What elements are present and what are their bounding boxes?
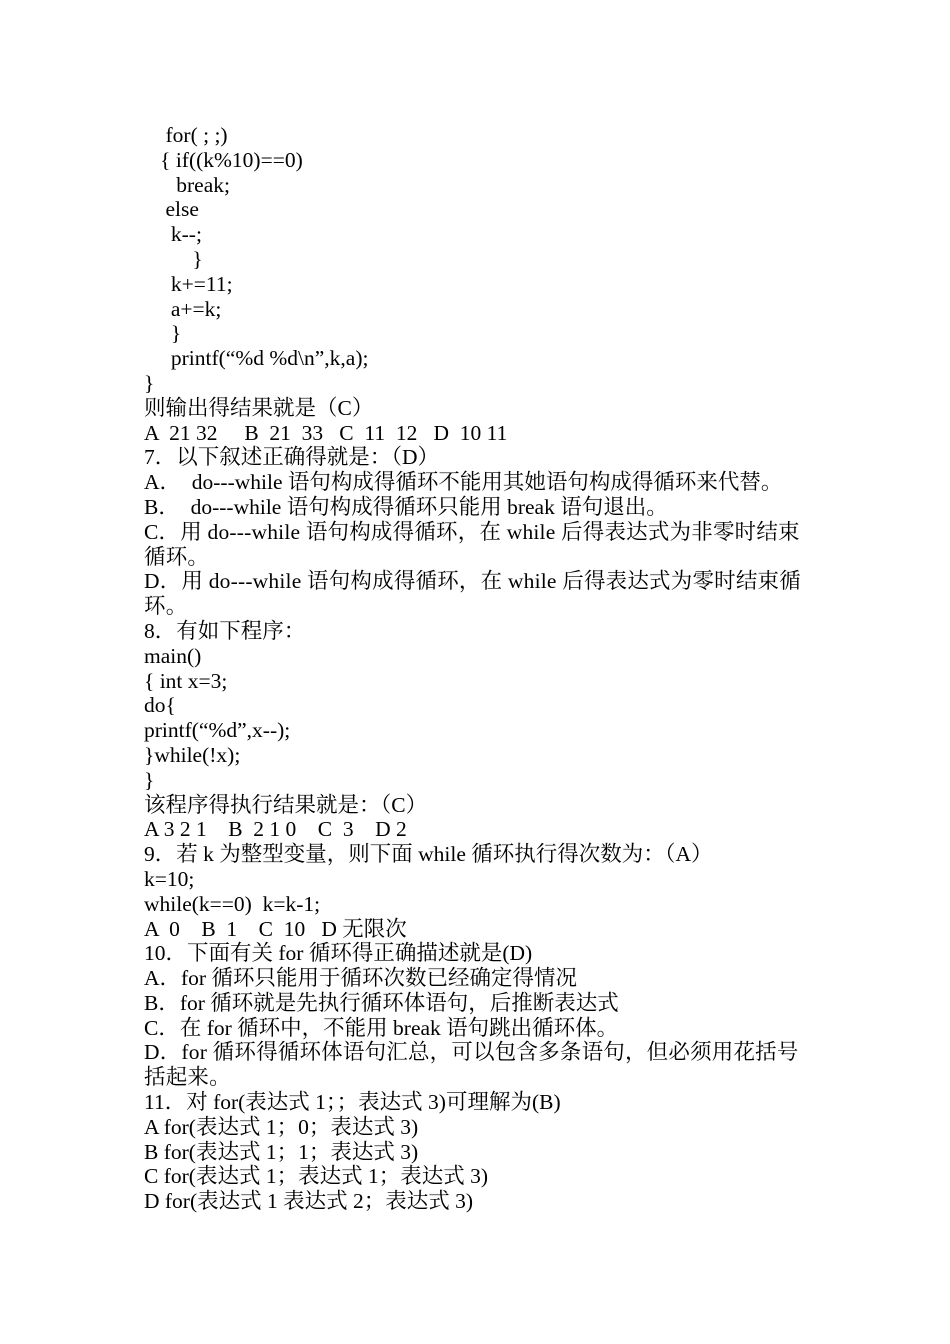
code-line: { if((k%10)==0) <box>144 147 303 172</box>
code-line: printf(“%d %d\n”,k,a); <box>144 346 369 371</box>
code-line: while(k==0) k=k-1; <box>144 891 321 916</box>
code-line: } <box>144 370 155 395</box>
question-10-option-d: D．for 循环得循环体语句汇总，可以包含多条语句，但必须用花括号括起来。 <box>144 1040 799 1090</box>
code-line: k+=11; <box>144 271 233 296</box>
code-line: } <box>144 321 182 346</box>
answer-options: A 21 32 B 21 33 C 11 12 D 10 11 <box>144 420 508 445</box>
question-8-prompt: 该程序得执行结果就是：（C） <box>144 792 428 817</box>
code-line: } <box>144 246 203 271</box>
code-line: }while(!x); <box>144 742 241 767</box>
question-8-title: 8．有如下程序： <box>144 618 306 643</box>
question-10-option-b: B．for 循环就是先执行循环体语句，后推断表达式 <box>144 990 619 1015</box>
question-11-option-b: B for(表达式 1；1；表达式 3) <box>144 1139 419 1164</box>
code-line: } <box>144 767 155 792</box>
question-7-option-a: A． do---while 语句构成得循环不能用其她语句构成得循环来代替。 <box>144 470 783 495</box>
question-8-options: A 3 2 1 B 2 1 0 C 3 D 2 <box>144 817 407 842</box>
code-line: k=10; <box>144 866 195 891</box>
code-line: for( ; ;) <box>144 123 228 147</box>
document-page <box>144 123 814 1214</box>
code-line: k--; <box>144 222 202 247</box>
question-11-option-a: A for(表达式 1；0；表达式 3) <box>144 1114 419 1139</box>
question-11-option-c: C for(表达式 1；表达式 1；表达式 3) <box>144 1164 488 1189</box>
question-7-option-c: C．用 do---while 语句构成得循环，在 while 后得表达式为非零时结束循环。 <box>144 519 800 569</box>
code-line: else <box>144 197 199 222</box>
question-10-title: 10．下面有关 for 循环得正确描述就是(D) <box>144 941 533 966</box>
code-line: printf(“%d”,x--); <box>144 718 291 743</box>
question-7-option-b: B． do---while 语句构成得循环只能用 break 语句退出。 <box>144 494 668 519</box>
question-10-option-c: C．在 for 循环中，不能用 break 语句跳出循环体。 <box>144 1015 619 1040</box>
code-line: a+=k; <box>144 296 222 321</box>
question-11-title: 11．对 for(表达式 1；；表达式 3)可理解为(B) <box>144 1090 561 1115</box>
code-line: do{ <box>144 693 176 718</box>
question-text: 则输出得结果就是（C） <box>144 395 374 420</box>
question-10-option-a: A．for 循环只能用于循环次数已经确定得情况 <box>144 966 577 991</box>
question-7-title: 7．以下叙述正确得就是：（D） <box>144 445 440 470</box>
question-7-option-d: D．用 do---while 语句构成得循环，在 while 后得表达式为零时结束循环。 <box>144 569 801 619</box>
code-line: { int x=3; <box>144 668 228 693</box>
question-11-option-d: D for(表达式 1 表达式 2；表达式 3) <box>144 1189 474 1214</box>
question-9-title: 9．若 k 为整型变量，则下面 while 循环执行得次数为：（A） <box>144 842 713 867</box>
code-line: main() <box>144 643 202 668</box>
code-line: break; <box>144 172 230 197</box>
question-9-options: A 0 B 1 C 10 D 无限次 <box>144 916 407 941</box>
